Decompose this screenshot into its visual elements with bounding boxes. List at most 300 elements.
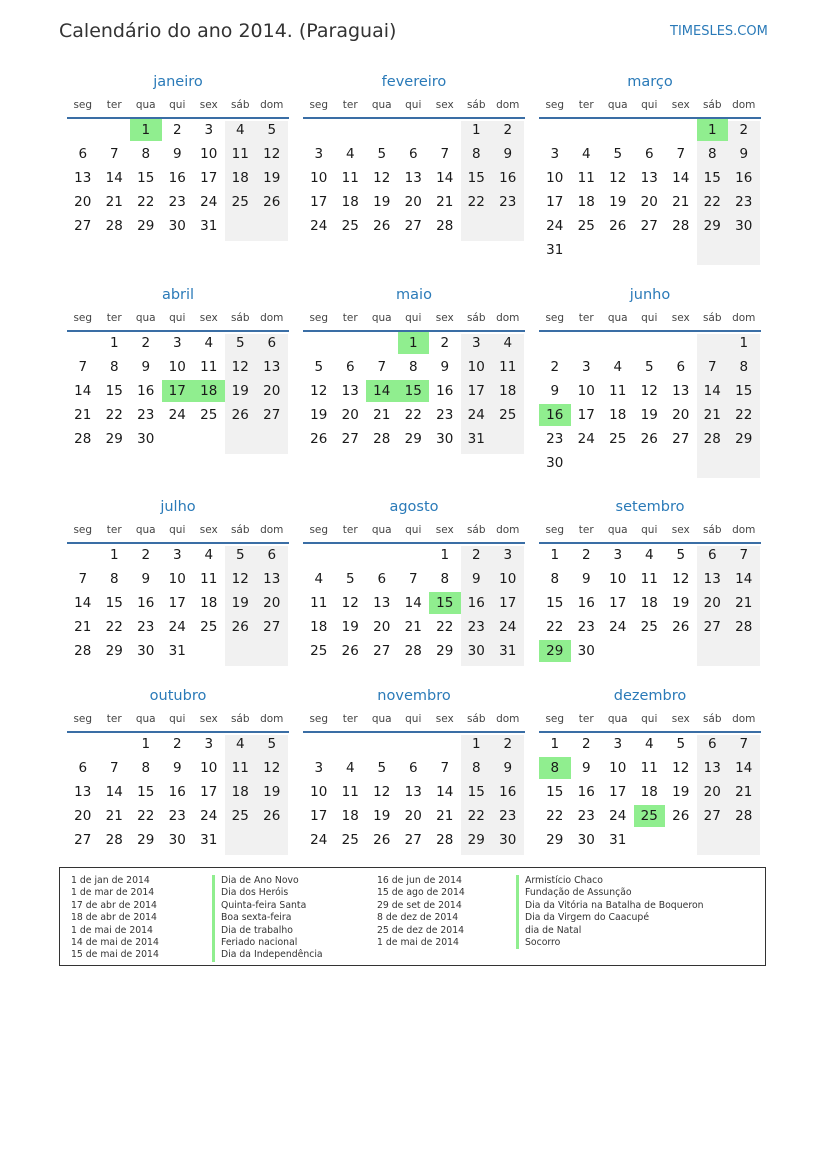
day-cell: 28 [436,832,454,848]
day-cell: 15 [703,170,721,186]
day-cell: 21 [373,407,391,423]
day-cell: 3 [503,547,513,563]
day-cell: 30 [137,431,155,447]
day-cell: 4 [503,335,513,351]
day-cell: 11 [577,170,595,186]
day-cell: 14 [672,170,690,186]
day-cell: 23 [168,808,186,824]
day-cell: 13 [672,383,690,399]
day-cell: 27 [373,643,391,659]
day-cell: 12 [640,383,658,399]
day-cell: 3 [471,335,481,351]
day-cell: 10 [609,760,627,776]
day-cell: 21 [105,808,123,824]
day-cell: 16 [735,170,753,186]
legend-date: 15 de mai de 2014 [71,949,159,961]
day-cell: 16 [577,595,595,611]
day-cell: 16 [499,170,517,186]
month-name: dezembro [613,688,687,704]
day-cell: 26 [672,619,690,635]
weekday-label: qui [641,524,658,536]
day-cell: 7 [408,571,418,587]
legend-holiday-name: Dia dos Heróis [212,887,323,899]
day-cell: 24 [609,619,627,635]
weekday-label: qui [169,99,186,111]
weekday-label: dom [732,312,756,324]
weekday-label: qua [371,713,392,725]
day-cell: 20 [404,808,422,824]
day-cell: 19 [310,407,328,423]
day-cell: 20 [404,194,422,210]
day-cell: 26 [263,808,281,824]
month-name: fevereiro [381,74,447,90]
legend-date: 1 de jan de 2014 [71,875,150,886]
weekday-label: sáb [466,524,486,536]
day-cell: 19 [373,194,391,210]
weekday-label: sáb [466,312,486,324]
day-cell: 25 [609,431,627,447]
day-cell: 3 [314,146,324,162]
weekday-label: ter [578,99,594,111]
day-cell: 24 [577,431,595,447]
day-cell: 24 [546,218,564,234]
day-cell: 18 [577,194,595,210]
holiday-legend [59,867,766,966]
month-novembro [303,688,525,888]
day-cell: 7 [440,760,450,776]
legend-date: 1 de mai de 2014 [377,936,459,948]
month-dezembro [539,688,761,888]
day-cell: 24 [467,407,485,423]
day-cell: 6 [644,146,654,162]
day-cell: 30 [137,643,155,659]
day-cell: 22 [105,619,123,635]
legend-names-left [212,875,323,962]
legend-holiday-name: Dia da Virgem do Caacupé [516,912,704,924]
holiday-day: 1 [130,119,162,141]
day-cell: 28 [436,218,454,234]
holiday-day: 25 [634,805,666,827]
day-cell: 2 [739,122,749,138]
day-cell: 21 [74,407,92,423]
day-cell: 16 [499,784,517,800]
weekday-label: seg [309,312,329,324]
day-cell: 19 [231,383,249,399]
day-cell: 7 [109,146,119,162]
day-cell: 31 [200,218,218,234]
weekday-label: sex [671,312,690,324]
weekday-label: qui [405,524,422,536]
day-cell: 24 [200,808,218,824]
day-cell: 4 [314,571,324,587]
day-cell: 23 [546,431,564,447]
day-cell: 11 [231,760,249,776]
day-cell: 23 [467,619,485,635]
day-cell: 16 [577,784,595,800]
day-cell: 14 [703,383,721,399]
day-cell: 30 [499,832,517,848]
weekday-label: sex [199,524,218,536]
day-cell: 9 [172,760,182,776]
day-cell: 4 [204,547,214,563]
day-cell: 27 [404,218,422,234]
weekday-header [539,99,761,113]
weekday-label: sáb [702,524,722,536]
day-cell: 13 [703,571,721,587]
weekday-label: qui [641,312,658,324]
day-cell: 9 [550,383,560,399]
day-cell: 19 [672,784,690,800]
day-cell: 7 [109,760,119,776]
day-cell: 8 [739,359,749,375]
day-cell: 14 [735,760,753,776]
holiday-day: 15 [429,592,461,614]
day-cell: 18 [310,619,328,635]
weekday-label: dom [496,99,520,111]
day-cell: 29 [404,431,422,447]
legend-date: 29 de set de 2014 [377,899,462,911]
day-cell: 23 [577,619,595,635]
day-cell: 18 [499,383,517,399]
holiday-day: 18 [193,380,225,402]
holiday-day: 29 [539,640,571,662]
day-cell: 2 [440,335,450,351]
day-cell: 8 [109,359,119,375]
day-cell: 13 [341,383,359,399]
weekday-label: sáb [230,524,250,536]
day-cell: 7 [78,571,88,587]
day-cell: 26 [231,407,249,423]
weekday-label: ter [106,99,122,111]
day-cell: 26 [263,194,281,210]
day-cell: 18 [609,407,627,423]
day-cell: 5 [345,571,355,587]
day-cell: 6 [267,335,277,351]
day-cell: 29 [703,218,721,234]
day-cell: 11 [310,595,328,611]
day-cell: 16 [168,784,186,800]
day-cell: 4 [581,146,591,162]
holiday-day: 15 [398,380,430,402]
weekday-label: qui [169,524,186,536]
day-cell: 21 [404,619,422,635]
day-cell: 4 [345,760,355,776]
month-name: maio [396,287,432,303]
day-cell: 22 [404,407,422,423]
day-cell: 1 [141,736,151,752]
day-cell: 26 [310,431,328,447]
weekday-label: qui [169,312,186,324]
day-cell: 13 [404,784,422,800]
day-cell: 1 [550,547,560,563]
day-cell: 11 [609,383,627,399]
day-cell: 3 [550,146,560,162]
legend-date: 15 de ago de 2014 [377,887,465,899]
weekday-label: qua [135,99,156,111]
day-cell: 16 [137,595,155,611]
weekday-label: sáb [702,713,722,725]
legend-date: 16 de jun de 2014 [377,875,462,886]
day-cell: 8 [471,760,481,776]
weekday-label: sáb [466,713,486,725]
day-cell: 21 [672,194,690,210]
day-cell: 14 [436,170,454,186]
day-cell: 16 [137,383,155,399]
brand-link[interactable]: TIMESLES.COM [670,24,768,39]
day-cell: 9 [440,359,450,375]
weekday-label: dom [496,524,520,536]
day-cell: 29 [105,431,123,447]
day-cell: 15 [546,595,564,611]
legend-date: 14 de mai de 2014 [71,936,159,948]
day-cell: 4 [204,335,214,351]
weekday-header [67,713,289,727]
day-cell: 30 [546,455,564,471]
day-cell: 24 [168,619,186,635]
holiday-day: 1 [398,332,430,354]
day-cell: 5 [644,359,654,375]
month-name: outubro [149,688,207,704]
day-cell: 12 [263,760,281,776]
legend-date: 1 de mai de 2014 [71,924,153,936]
day-cell: 5 [235,547,245,563]
day-cell: 20 [263,595,281,611]
day-cell: 29 [137,218,155,234]
day-cell: 8 [707,146,717,162]
weekday-header [539,312,761,326]
day-cell: 12 [231,571,249,587]
day-cell: 12 [609,170,627,186]
weekday-label: ter [106,524,122,536]
day-cell: 22 [735,407,753,423]
day-cell: 19 [640,407,658,423]
day-cell: 10 [467,359,485,375]
weekday-label: sex [199,312,218,324]
day-cell: 6 [408,760,418,776]
day-cell: 11 [341,170,359,186]
weekday-label: dom [496,713,520,725]
day-cell: 12 [341,595,359,611]
weekday-label: sáb [230,312,250,324]
day-cell: 27 [341,431,359,447]
day-cell: 22 [546,808,564,824]
day-cell: 18 [640,595,658,611]
day-cell: 27 [703,619,721,635]
weekday-label: seg [545,524,565,536]
weekday-label: qua [607,713,628,725]
day-cell: 3 [581,359,591,375]
weekday-header [303,524,525,538]
day-cell: 3 [314,760,324,776]
day-cell: 26 [373,218,391,234]
day-cell: 9 [581,760,591,776]
day-cell: 20 [672,407,690,423]
day-cell: 22 [546,619,564,635]
day-cell: 23 [168,194,186,210]
legend-holiday-name: Socorro [516,937,704,949]
day-cell: 22 [467,194,485,210]
weekday-label: sáb [702,99,722,111]
day-cell: 6 [78,760,88,776]
day-cell: 4 [644,547,654,563]
day-cell: 10 [168,571,186,587]
day-cell: 26 [231,619,249,635]
month-março [539,74,761,274]
day-cell: 31 [609,832,627,848]
weekday-label: seg [545,312,565,324]
day-cell: 13 [263,359,281,375]
day-cell: 6 [707,547,717,563]
legend-holiday-name: Feriado nacional [212,937,323,949]
day-cell: 27 [404,832,422,848]
month-agosto [303,499,525,699]
weekday-label: ter [106,312,122,324]
day-cell: 9 [141,359,151,375]
day-cell: 25 [341,218,359,234]
day-cell: 22 [105,407,123,423]
month-junho [539,287,761,487]
day-cell: 14 [74,595,92,611]
day-cell: 15 [137,784,155,800]
day-cell: 12 [672,571,690,587]
day-cell: 23 [137,619,155,635]
weekday-label: seg [309,713,329,725]
day-cell: 29 [546,832,564,848]
day-cell: 1 [109,547,119,563]
day-cell: 7 [739,547,749,563]
day-cell: 13 [74,784,92,800]
day-cell: 24 [168,407,186,423]
day-cell: 27 [74,832,92,848]
day-cell: 23 [577,808,595,824]
day-cell: 17 [609,784,627,800]
day-cell: 14 [105,170,123,186]
day-cell: 22 [137,808,155,824]
day-cell: 8 [109,571,119,587]
day-cell: 30 [467,643,485,659]
day-cell: 11 [200,571,218,587]
weekday-label: dom [496,312,520,324]
day-cell: 7 [739,736,749,752]
weekday-label: sex [671,713,690,725]
weekday-label: sex [435,99,454,111]
legend-date: 25 de dez de 2014 [377,924,465,936]
day-cell: 2 [172,122,182,138]
day-cell: 7 [78,359,88,375]
month-abril [67,287,289,487]
day-cell: 8 [408,359,418,375]
day-cell: 28 [373,431,391,447]
day-cell: 22 [467,808,485,824]
day-cell: 19 [373,808,391,824]
day-cell: 4 [235,122,245,138]
legend-holiday-name: Dia da Vitória na Batalha de Boqueron [516,900,704,912]
month-name: janeiro [153,74,203,90]
day-cell: 13 [640,170,658,186]
day-cell: 4 [345,146,355,162]
day-cell: 6 [267,547,277,563]
day-cell: 9 [503,760,513,776]
weekday-label: dom [732,99,756,111]
weekday-label: qua [371,524,392,536]
day-cell: 2 [503,122,513,138]
weekday-header [303,312,525,326]
day-cell: 11 [341,784,359,800]
day-cell: 9 [503,146,513,162]
day-cell: 20 [263,383,281,399]
weekday-label: ter [342,713,358,725]
weekday-label: ter [342,524,358,536]
day-cell: 28 [105,218,123,234]
day-cell: 24 [310,218,328,234]
holiday-day: 14 [366,380,398,402]
day-cell: 11 [499,359,517,375]
day-cell: 26 [672,808,690,824]
day-cell: 9 [739,146,749,162]
weekday-label: sex [671,524,690,536]
month-name: agosto [389,499,439,515]
day-cell: 27 [263,619,281,635]
month-fevereiro [303,74,525,274]
day-cell: 24 [499,619,517,635]
weekday-label: sex [435,524,454,536]
weekday-label: sex [435,312,454,324]
day-cell: 6 [78,146,88,162]
weekday-header [67,99,289,113]
day-cell: 18 [231,170,249,186]
day-cell: 25 [310,643,328,659]
day-cell: 14 [436,784,454,800]
weekday-label: qui [169,713,186,725]
day-cell: 25 [640,619,658,635]
day-cell: 10 [577,383,595,399]
weekday-label: ter [578,312,594,324]
day-cell: 25 [341,832,359,848]
day-cell: 2 [471,547,481,563]
day-cell: 19 [263,784,281,800]
day-cell: 14 [105,784,123,800]
day-cell: 9 [581,571,591,587]
day-cell: 28 [74,431,92,447]
weekday-header [67,524,289,538]
day-cell: 15 [105,595,123,611]
day-cell: 1 [550,736,560,752]
weekday-label: seg [545,713,565,725]
day-cell: 22 [137,194,155,210]
legend-holiday-name: Dia da Independência [212,949,323,961]
day-cell: 7 [707,359,717,375]
day-cell: 31 [168,643,186,659]
weekday-label: qui [641,713,658,725]
weekday-label: seg [73,312,93,324]
day-cell: 21 [105,194,123,210]
day-cell: 4 [613,359,623,375]
day-cell: 21 [735,784,753,800]
day-cell: 13 [263,571,281,587]
weekday-label: dom [732,713,756,725]
weekday-label: ter [106,713,122,725]
day-cell: 6 [408,146,418,162]
weekday-label: dom [260,312,284,324]
day-cell: 14 [735,571,753,587]
day-cell: 23 [499,194,517,210]
day-cell: 26 [640,431,658,447]
month-name: novembro [377,688,451,704]
day-cell: 8 [440,571,450,587]
day-cell: 2 [141,335,151,351]
day-cell: 29 [735,431,753,447]
legend-names-right [516,875,704,949]
